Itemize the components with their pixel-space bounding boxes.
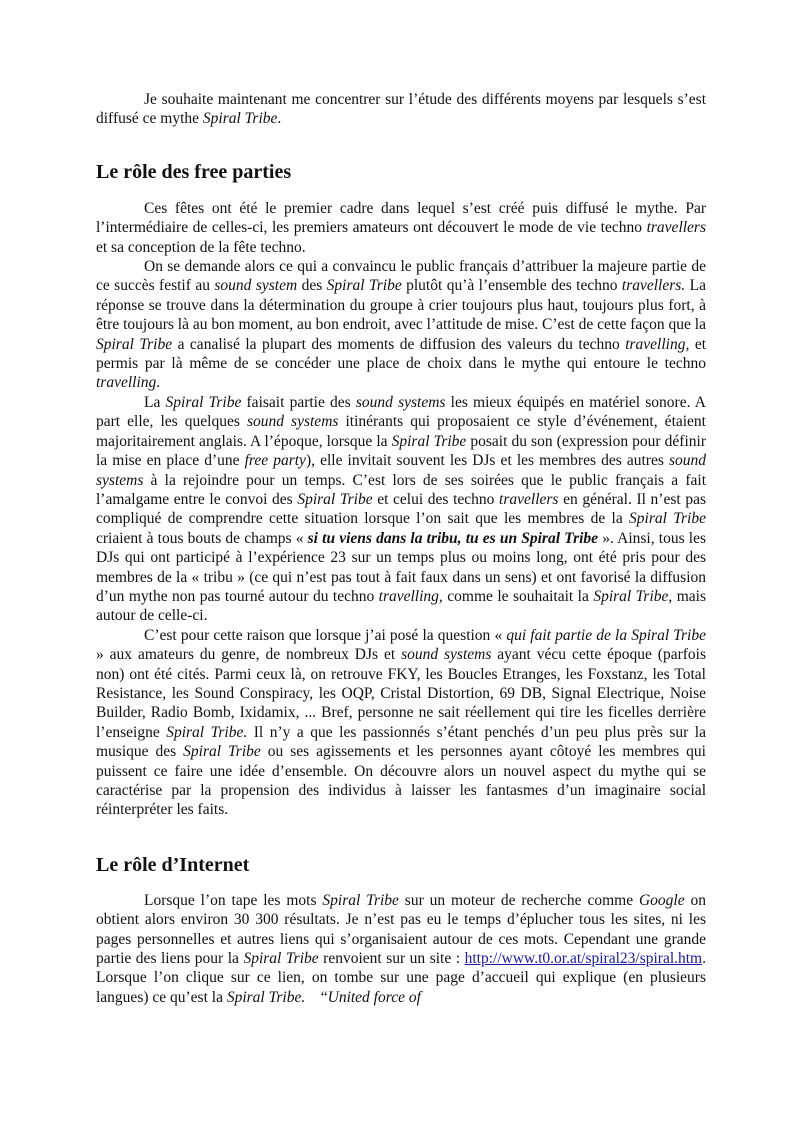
text-run: La	[144, 393, 166, 411]
italic-term: Spiral Tribe	[391, 432, 467, 450]
italic-term: travellers.	[621, 277, 686, 295]
text-run: criaient à tous bouts de champs «	[96, 529, 308, 547]
text-run: comme le souhaitait la	[442, 587, 594, 605]
section-heading-internet: Le rôle d’Internet	[96, 853, 250, 876]
italic-term: Spiral Tribe	[96, 335, 173, 353]
italic-term: travelling,	[625, 335, 690, 353]
text-run: les mieux équipés en matériel sonore. A part elle, les quelques	[96, 393, 706, 431]
text-run: renvoient sur un site :	[318, 950, 465, 968]
italic-term: Spiral Tribe	[165, 393, 242, 411]
text-run: des	[297, 277, 327, 295]
text-run: .	[156, 374, 161, 392]
text-run: ayant vécu cette époque (parfois non) ont été cités. Parmi ceux là, on retrouve FKY, les Boucles Etranges, les Foxstanz, les Total Resistance, les Sound Conspiracy, les OQP, Cristal Distortion, 69 DB, Signal Electrique, Noise Builder, Radio Bomb, Ixidamix, ... Bref, personne ne sait réellement qui tire les ficelles derrière l’enseigne	[96, 646, 707, 741]
text-run: ou ses agissements et les personnes ayant côtoyé les membres qui puissent ce faire une idée d’ensemble. On découvre alors un nouvel aspect du mythe qui se caractérise par la propension des individus à laisser les fantasmes d’un imaginaire social réinterpréter les faits.	[96, 743, 706, 819]
italic-term: sound system	[214, 277, 298, 295]
italic-term: United force of	[327, 988, 421, 1006]
section-heading-free-parties: Le rôle des free parties	[96, 160, 292, 183]
spiral-site-link[interactable]: http://www.t0.or.at/spiral23/spiral.htm	[464, 950, 703, 968]
paragraph-5	[96, 891, 706, 1007]
italic-term: travelling	[96, 374, 157, 392]
text-run: et celui des techno	[372, 490, 500, 508]
text-run: sur un moteur de recherche comme	[398, 891, 639, 909]
intro-paragraph	[96, 90, 706, 129]
text-run: » aux amateurs du genre, de nombreux DJs et	[96, 646, 402, 664]
text-run: et permis par là même de se concéder une place de choix dans le mythe qui entoure le techno	[96, 335, 707, 373]
paragraph-4	[96, 626, 706, 820]
text-run: . Lorsque l’on clique sur ce lien, on tombe sur une page d’accueil qui explique (en plusieurs langues) ce qu’est la	[96, 950, 706, 1006]
text-run: C’est pour cette raison que lorsque j’ai posé la question «	[144, 626, 507, 644]
text-run: Je souhaite maintenant me concentrer sur l’étude des différents moyens par lesquels s’est diffusé ce mythe	[96, 91, 706, 128]
paragraph-2	[96, 257, 706, 393]
italic-term: free party	[244, 452, 306, 470]
italic-term: Spiral Tribe.	[226, 988, 306, 1006]
italic-term: sound systems	[96, 452, 707, 489]
text-run: plutôt qu’à l’ensemble des techno	[401, 277, 622, 295]
text-run: On se demande alors ce qui a convaincu le public français d’attribuer la majeure partie de ce succès festif au	[96, 258, 706, 295]
text-run: à la rejoindre pour un temps. C’est lors de ses soirées que le public français a fait l’amalgame entre le convoi des	[96, 471, 706, 508]
text-run: et sa conception de la fête techno.	[96, 238, 306, 256]
text-run: en général. Il n’est pas compliqué de comprendre cette situation lorsque l’on sait que les membres de la	[96, 490, 706, 528]
italic-term: Spiral Tribe	[202, 110, 278, 128]
text-run: on obtient alors environ 30 300 résultats. Je n’est pas eu le temps d’éplucher tous les sites, ni les pages personnelles et autres liens qui s’organisaient autour de ces mots. Cependant une grande partie des liens pour la	[96, 891, 706, 968]
italic-term: Spiral Tribe	[297, 490, 373, 508]
text-run: Il n’y a que les passionnés s’étant penchés d’un peu plus près sur la musique des	[96, 723, 706, 761]
italic-term: Spiral Tribe.	[166, 723, 248, 741]
text-run: “	[305, 988, 328, 1006]
text-run: a canalisé la plupart des moments de diffusion des valeurs du techno	[172, 335, 626, 353]
italic-term: Google	[638, 891, 685, 909]
italic-term: sound systems	[355, 393, 446, 411]
italic-term: Spiral Tribe	[326, 277, 402, 295]
text-run: posait du son (expression pour définir la mise en place d’une	[96, 432, 706, 470]
italic-term: Spiral Tribe	[183, 743, 261, 761]
text-run: faisait partie des	[241, 393, 356, 411]
italic-term: Spiral Tribe	[593, 587, 669, 605]
text-run: Lorsque l’on tape les mots	[144, 891, 323, 909]
text-run: itinérants qui proposaient ce style d’événement, étaient majoritairement anglais. A l’époque, lorsque la	[96, 413, 706, 450]
italic-term: sound systems	[401, 646, 492, 664]
document-page	[96, 90, 706, 1007]
text-run: , mais autour de celle-ci.	[96, 587, 706, 625]
italic-term: qui fait partie de la Spiral Tribe	[506, 626, 706, 644]
italic-term: travellers	[499, 490, 559, 508]
italic-term: Spiral Tribe	[243, 950, 319, 968]
italic-term: travelling,	[378, 587, 443, 605]
text-run: .	[277, 110, 282, 128]
paragraph-3	[96, 393, 706, 626]
text-run: ), elle invitait souvent les DJs et les membres des autres	[305, 452, 669, 470]
italic-term: Spiral Tribe	[322, 891, 399, 909]
italic-term: travellers	[646, 219, 706, 237]
text-run: ». Ainsi, tous les DJs qui ont participé à l’expérience 23 sur un temps plus ou moins long, ont été pris pour des membres de la « tribu » (ce qui n’est pas tout à fait faux dans un sens) et ont favorisé la diffusion d’un mythe non pas tourné autour du techno	[96, 529, 706, 605]
text-run: Ces fêtes ont été le premier cadre dans lequel s’est créé puis diffusé le mythe. Par l’intermédiaire de celles-ci, les premiers amateurs ont découvert le mode de vie techno	[96, 199, 706, 237]
italic-term: sound systems	[246, 413, 339, 431]
italic-term: Spiral Tribe	[629, 510, 706, 528]
bold-italic-quote: si tu viens dans la tribu, tu es un Spiral Tribe	[307, 529, 599, 547]
text-run: La réponse se trouve dans la détermination du groupe à crier toujours plus haut, toujours plus fort, à être toujours là au bon moment, au bon endroit, avec l’attitude de mise. C’est de cette façon que la	[96, 277, 706, 334]
paragraph-1	[96, 199, 706, 257]
